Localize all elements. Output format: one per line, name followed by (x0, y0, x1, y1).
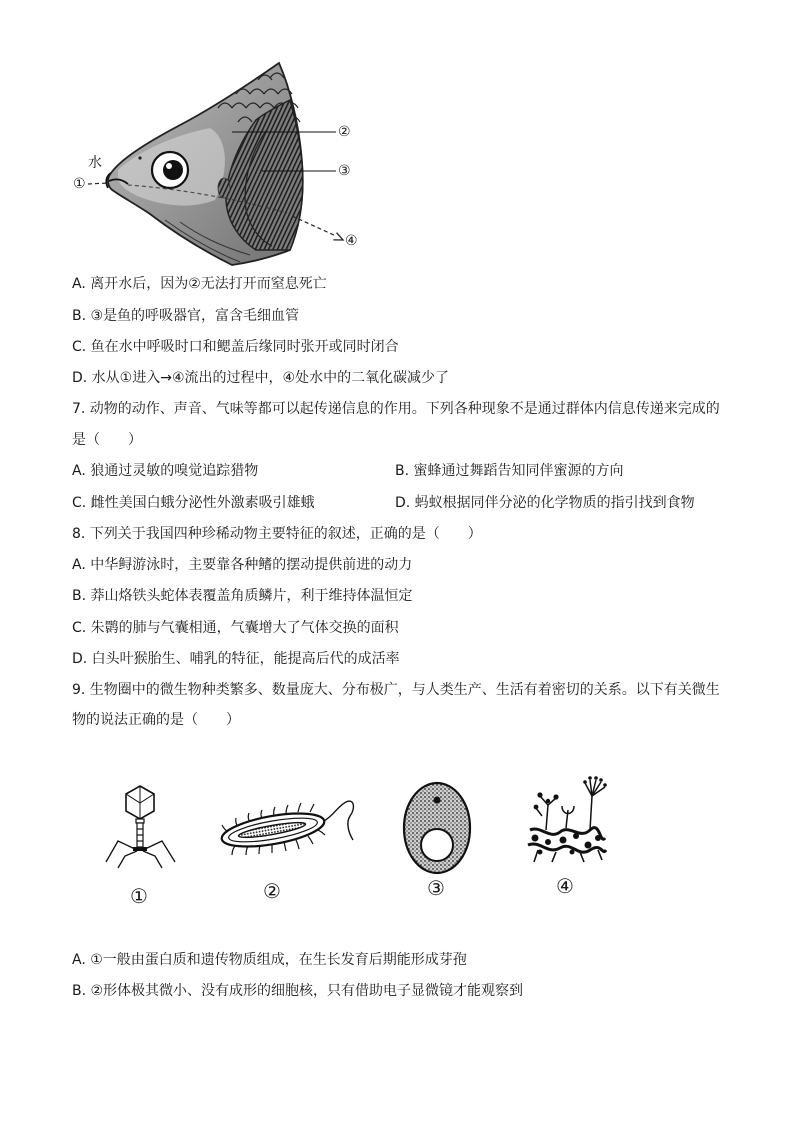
yeast-vacuole (421, 829, 453, 861)
q8-option-b: B. 莽山烙铁头蛇体表覆盖角质鳞片，利于维持体温恒定 (72, 588, 413, 604)
fish-label-2: ② (338, 124, 351, 140)
q7-option-d: D. 蚂蚁根据同伴分泌的化学物质的指引找到食物 (395, 495, 695, 511)
water-flow-arrowhead (333, 233, 343, 240)
q6-option-d: D. 水从①进入→④流出的过程中，④处水中的二氧化碳减少了 (72, 370, 450, 386)
virus-base-plate (133, 847, 147, 851)
q7-option-a: A. 狼通过灵敏的嗅觉追踪猎物 (72, 463, 259, 479)
microbe-label-1: ① (130, 884, 148, 908)
q6-option-b: B. ③是鱼的呼吸器官，富含毛细血管 (72, 308, 300, 324)
q7-stem-line1: 7. 动物的动作、声音、气味等都可以起传递信息的作用。下列各种现象不是通过群体内信息传递来完成的 (72, 401, 720, 417)
q8-option-d: D. 白头叶猴胎生、哺乳的特征，能提高后代的成活率 (72, 651, 400, 667)
microbe-label-3: ③ (427, 876, 445, 900)
water-label: 水 (88, 155, 102, 171)
fish-label-1: ① (73, 176, 86, 192)
mold-illustration (522, 772, 612, 867)
q8-stem: 8. 下列关于我国四种珍稀动物主要特征的叙述，正确的是（ ） (72, 526, 482, 542)
fish-nostril (138, 156, 141, 159)
q6-option-c: C. 鱼在水中呼吸时口和鳃盖后缘同时张开或同时闭合 (72, 339, 399, 355)
q9-option-a: A. ①一般由蛋白质和遗传物质组成，在生长发育后期能形成芽孢 (72, 952, 467, 968)
yeast-nucleus (434, 797, 441, 804)
mold-sporangiophores (536, 780, 605, 830)
q6-option-a: A. 离开水后，因为②无法打开而窒息死亡 (72, 276, 327, 292)
fish-label-3: ③ (338, 163, 351, 179)
q7-option-c: C. 雌性美国白蛾分泌性外激素吸引雄蛾 (72, 495, 315, 511)
microbe-label-2: ② (263, 879, 281, 903)
q8-option-a: A. 中华鲟游泳时，主要靠各种鳍的摆动提供前进的动力 (72, 557, 413, 573)
q7-option-b: B. 蜜蜂通过舞蹈告知同伴蜜源的方向 (395, 463, 624, 479)
mold-rhizoids (534, 850, 602, 862)
bacterium-flagellum (324, 801, 353, 840)
q9-stem-line1: 9. 生物圈中的微生物种类繁多、数量庞大、分布极广，与人类生产、生活有着密切的关系。以下有关微生 (72, 682, 720, 698)
fish-head-diagram (60, 55, 380, 270)
fish-eye (152, 152, 188, 188)
microbe-label-4: ④ (556, 874, 574, 898)
q7-stem-line2: 是（ ） (72, 432, 142, 448)
q9-stem-line2: 物的说法正确的是（ ） (72, 712, 240, 728)
gill-slit (218, 178, 230, 198)
q8-option-c: C. 朱鹮的肺与气囊相通，气囊增大了气体交换的面积 (72, 620, 399, 636)
virus-tail-sheath (137, 823, 143, 847)
yeast-illustration (395, 778, 480, 878)
virus-illustration (95, 780, 185, 875)
fish-label-4: ④ (345, 233, 358, 249)
bacterium-illustration (210, 780, 360, 870)
q9-option-b: B. ②形体极其微小、没有成形的细胞核，只有借助电子显微镜才能观察到 (72, 983, 524, 999)
mold-hyphae (528, 828, 606, 853)
